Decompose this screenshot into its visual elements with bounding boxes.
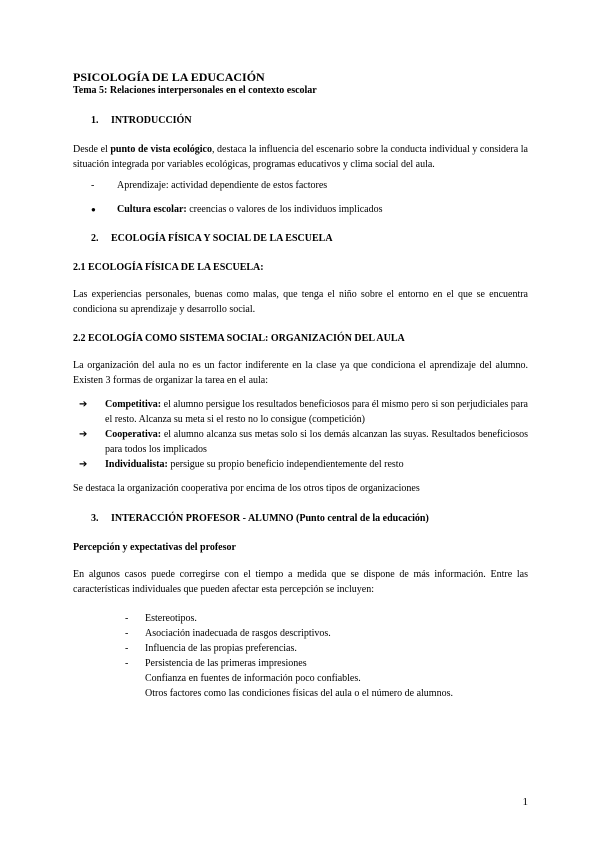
arrow-marker: ➔: [79, 459, 88, 470]
item-bold: Individualista:: [105, 459, 168, 470]
list-item: [73, 397, 528, 427]
subsection-2-1-heading: 2.1 ECOLOGÍA FÍSICA DE LA ESCUELA:: [73, 262, 264, 273]
list-item-text: Influencia de las propias preferencias.: [145, 643, 297, 654]
list-item: [73, 641, 528, 656]
arrow-marker: ➔: [79, 429, 88, 440]
section-3-paragraph: En algunos casos puede corregirse con el tiempo a medida que se dispone de más información. Entre las características individuales que pueden afectar esta percepción se incluyen:: [73, 569, 528, 595]
list-item-text: [105, 427, 528, 457]
list-item: [73, 427, 528, 457]
item-bold: Competitiva:: [105, 399, 162, 410]
intro-text-bold: punto de vista ecológico: [110, 144, 212, 155]
list-item: [73, 178, 528, 193]
section-3-title: INTERACCIÓN PROFESOR - ALUMNO (Punto central de la educación): [111, 513, 429, 524]
subsection-2-2-heading: 2.2 ECOLOGÍA COMO SISTEMA SOCIAL: ORGANIZACIÓN DEL AULA: [73, 333, 405, 344]
list-item: [73, 202, 528, 217]
section-1-heading: [73, 113, 528, 128]
list-item-text: Aprendizaje: actividad dependiente de estos factores: [117, 180, 328, 191]
dash-marker: -: [125, 658, 129, 669]
section-1-title: INTRODUCCIÓN: [111, 115, 192, 126]
list-item-text: [105, 397, 528, 427]
arrow-marker: ➔: [79, 399, 88, 410]
document-title: PSICOLOGÍA DE LA EDUCACIÓN: [73, 70, 265, 84]
section-1-number: 1.: [91, 115, 99, 126]
subsection-2-1-paragraph: Las experiencias personales, buenas como malas, que tenga el niño sobre el entorno en el que se encuentra condiciona su aprendizaje y desarrollo social.: [73, 289, 528, 315]
document-subtitle: Tema 5: Relaciones interpersonales en el contexto escolar: [73, 85, 317, 96]
list-item: [73, 611, 528, 626]
document-page: [73, 70, 528, 701]
section-2-title: ECOLOGÍA FÍSICA Y SOCIAL DE LA ESCUELA: [111, 233, 333, 244]
subsection-2-2-conclusion: Se destaca la organización cooperativa por encima de los otros tipos de organizaciones: [73, 483, 420, 494]
bullet-marker: ●: [91, 205, 96, 214]
item-rest: el alumno alcanza sus metas solo si los demás alcanzan las suyas. Resultados beneficiosos para todos los implicados: [105, 429, 528, 455]
list-item-text: Asociación inadecuada de rasgos descriptivos.: [145, 628, 331, 639]
dash-marker: -: [125, 613, 129, 624]
item-bold: Cooperativa:: [105, 429, 162, 440]
item-rest: persigue su propio beneficio independientemente del resto: [167, 459, 404, 470]
intro-paragraph: [73, 142, 528, 172]
subsection-2-2-paragraph: La organización del aula no es un factor indiferente en la clase ya que condiciona el aprendizaje del alumno. Existen 3 formas de organizar la tarea en el aula:: [73, 360, 528, 386]
list-item-text: [117, 202, 528, 217]
list-item: [73, 457, 528, 472]
section-2-number: 2.: [91, 233, 99, 244]
intro-text-pre: Desde el: [73, 144, 111, 155]
dash-marker: -: [125, 643, 129, 654]
bullet-bold: Cultura escolar:: [117, 204, 187, 215]
continuation-line: Confianza en fuentes de información poco confiables.: [145, 673, 361, 684]
list-item-text: Persistencia de las primeras impresiones: [145, 658, 307, 669]
dash-marker: -: [125, 628, 129, 639]
continuation-line: Otros factores como las condiciones físicas del aula o el número de alumnos.: [145, 688, 453, 699]
list-item-text: Estereotipos.: [145, 613, 197, 624]
list-item: [73, 656, 528, 671]
section-2-heading: [73, 231, 528, 246]
bullet-rest: creencias o valores de los individuos implicados: [186, 204, 383, 215]
list-item: [73, 626, 528, 641]
list-item-text: [105, 457, 528, 472]
dash-marker: -: [91, 180, 95, 191]
section-3-number: 3.: [91, 513, 99, 524]
intro-text-post: , destaca la influencia del escenario sobre la conducta individual y considera la situación integrada por variables ecológicas, programas educativos y clima social del aula.: [73, 144, 528, 170]
page-number: 1: [522, 796, 528, 808]
item-rest: el alumno persigue los resultados beneficiosos para él mismo pero si son perjudiciales para el resto. Alcanza su meta si el resto no lo consigue (competición): [105, 399, 528, 425]
section-3-heading: [73, 511, 528, 526]
subsection-3-heading: Percepción y expectativas del profesor: [73, 542, 236, 553]
